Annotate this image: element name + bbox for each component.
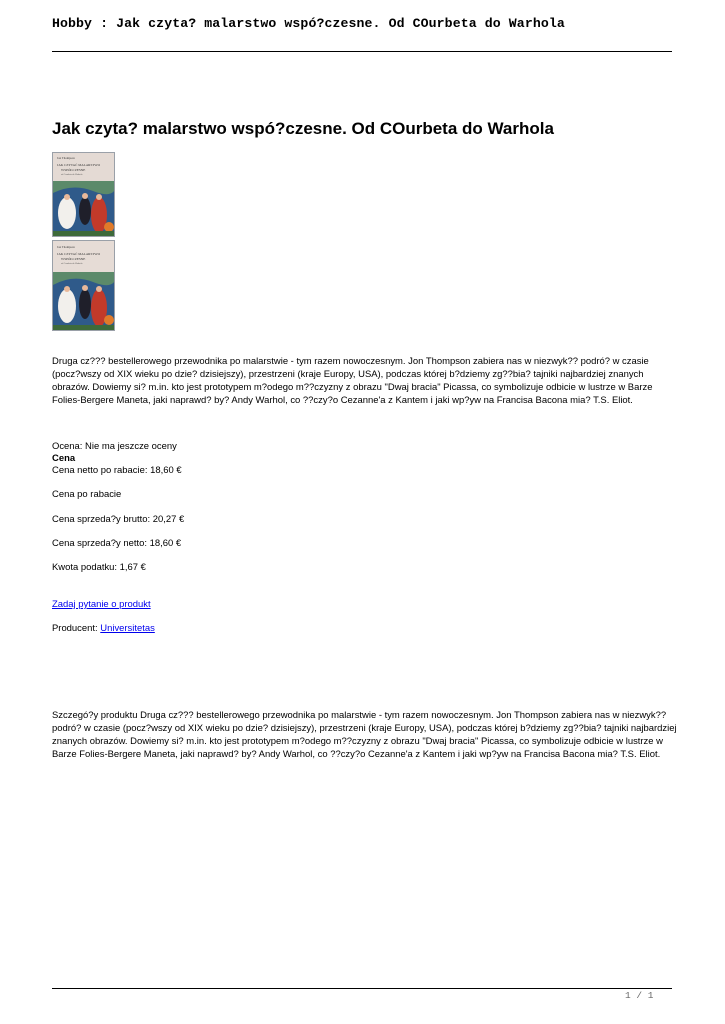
producer-link[interactable]: Universitetas: [100, 623, 155, 634]
page-number: 1 / 1: [625, 990, 654, 1001]
product-cover-image[interactable]: [52, 152, 115, 237]
tax-amount: Kwota podatku: 1,67 €: [52, 562, 146, 573]
price-after-discount-label: Cena po rabacie: [52, 489, 122, 500]
footer-divider: [52, 988, 672, 989]
cover-title-line2: WSPÓŁCZESNE: [61, 257, 86, 261]
producer-row: [52, 623, 155, 635]
cover-author: Jon Thompson: [57, 156, 75, 160]
net-price-after-discount: Cena netto po rabacie: 18,60 €: [52, 465, 182, 476]
producer-label: Producent:: [52, 623, 101, 634]
header-divider: [52, 51, 672, 52]
page-header-title: Hobby : Jak czyta? malarstwo wspó?czesne. Od COurbeta do Warhola: [52, 16, 565, 31]
ask-question-row: [52, 599, 151, 611]
cover-title-line1: JAK CZYTAĆ MALARSTWO: [57, 163, 101, 167]
book-cover-art: [53, 153, 115, 237]
cover-author: Jon Thompson: [57, 245, 75, 249]
product-details: Szczegó?y produktu Druga cz??? bestellerowego przewodnika po malarstwie - tym razem nowoczesnym. Jon Thompson zabiera nas w niezwyk?? podró? w czasie (pocz?wszy od XIX wieku po dzie? dzisiejszy), przestrzeni (kraje Europy, USA), podczas której b?dziemy zg??bia? tajniki najbardziej znanych obrazów. Dowiemy si? m.in. kto jest prototypem m?odego m??czyzny z obrazu "Dwaj bracia" Picassa, co symbolizuje odbicie w lustrze w Barze Folies-Bergere Maneta, jaki naprawd? by? Andy Warhol, co ??czy?o Cezanne'a z Kantem i jaki wp?yw na Francisa Bacona mia? T.S. Eliot.: [52, 710, 677, 761]
gross-sale-price: Cena sprzeda?y brutto: 20,27 €: [52, 514, 185, 525]
product-title: Jak czyta? malarstwo wspó?czesne. Od COurbeta do Warhola: [52, 119, 554, 138]
cover-title-line1: JAK CZYTAĆ MALARSTWO: [57, 252, 101, 256]
cover-subtitle: od Courbeta do Warhola: [61, 174, 83, 176]
product-description: Druga cz??? bestellerowego przewodnika po malarstwie - tym razem nowoczesnym. Jon Thompson zabiera nas w niezwyk?? podró? w czasie (pocz?wszy od XIX wieku po dzie? dzisiejszy), przestrzeni (kraje Europy, USA), podczas której b?dziemy zg??bia? tajniki najbardziej znanych obrazów. Dowiemy si? m.in. kto jest prototypem m?odego m??czyzny z obrazu "Dwaj bracia" Picassa, co symbolizuje odbicie w lustrze w Barze Folies-Bergere Maneta, jaki naprawd? by? Andy Warhol, co ??czy?o Cezanne'a z Kantem i jaki wp?yw na Francisa Bacona mia? T.S. Eliot.: [52, 356, 653, 407]
book-cover-art-large: [53, 241, 115, 331]
product-cover-image-large[interactable]: [52, 240, 115, 331]
price-heading: Cena: [52, 453, 76, 464]
net-sale-price: Cena sprzeda?y netto: 18,60 €: [52, 538, 182, 549]
cover-subtitle: od Courbeta do Warhola: [61, 263, 83, 265]
cover-title-line2: WSPÓŁCZESNE: [61, 168, 86, 172]
ask-question-link[interactable]: Zadaj pytanie o produkt: [52, 599, 151, 610]
rating-text: Ocena: Nie ma jeszcze oceny: [52, 441, 177, 452]
